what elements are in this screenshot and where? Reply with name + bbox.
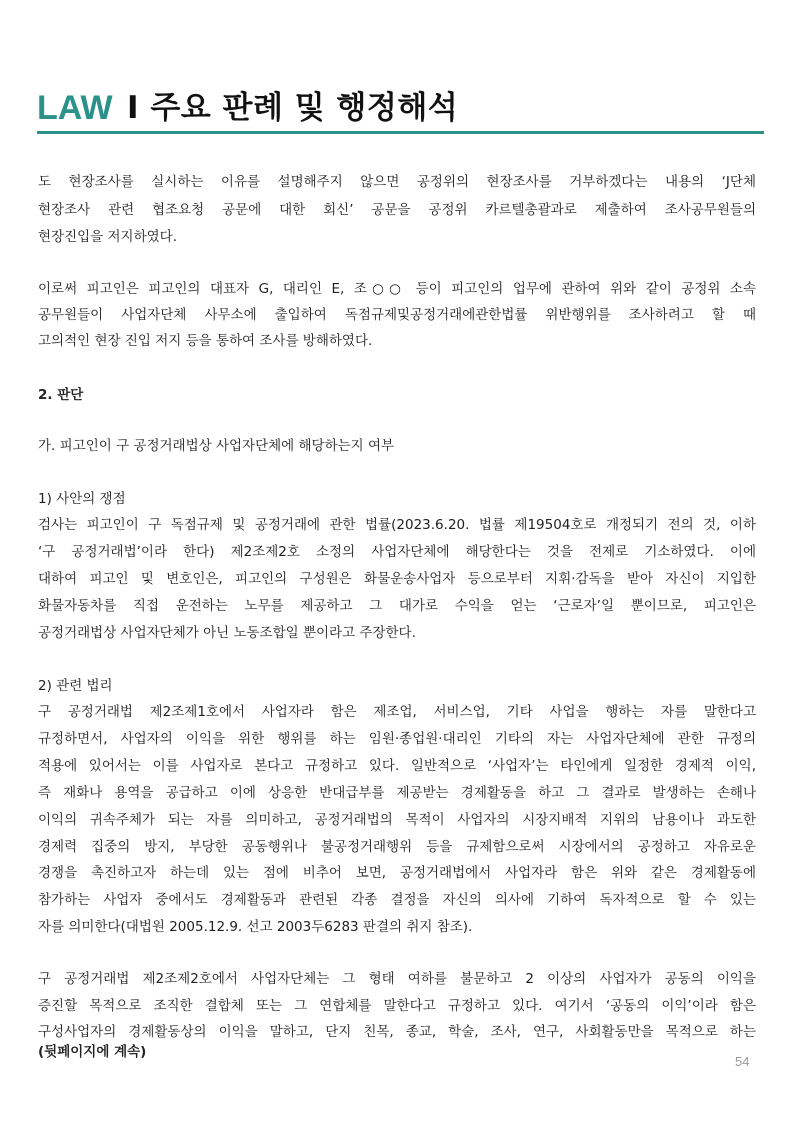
item-title: 2) 관련 법리 [38, 678, 113, 694]
header-divider [37, 131, 764, 134]
body-line: 증진할 목적으로 조직한 결합체 또는 그 연합체를 말한다고 규정하고 있다. 여기서 ‘공동의 이익’이라 함은 [38, 998, 756, 1014]
body-line: 구성사업자의 경제활동상의 이익을 말하고, 단지 친목, 종교, 학술, 조사, 연구, 사회활동만을 목적으로 하는 [38, 1024, 756, 1040]
body-line: 대하여 피고인 및 변호인은, 피고인의 구성원은 화물운송사업자 등으로부터 지휘·감독을 받아 자신이 지입한 [38, 571, 756, 587]
body-line: 현장조사 관련 협조요청 공문에 대한 회신’ 공문을 공정위 카르텔총괄과로 제출하여 조사공무원들의 [38, 202, 756, 218]
body-line: 화물자동차를 직접 운전하는 노무를 제공하고 그 대가로 수익을 얻는 ‘근로자’일 뿐이므로, 피고인은 [38, 598, 756, 614]
subheading: 가. 피고인이 구 공정거래법상 사업자단체에 해당하는지 여부 [38, 438, 395, 454]
body-line: 즉 재화나 용역을 공급하고 이에 상응한 반대급부를 제공받는 경제활동을 하고 그 결과로 발생하는 손해나 [38, 785, 756, 801]
page-number: 54 [735, 1054, 750, 1069]
body-line: 경제력 집중의 방지, 부당한 공동행위나 불공정거래행위 등을 규제함으로써 시장에서의 공정하고 자유로운 [38, 839, 756, 855]
body-line: 검사는 피고인이 구 독점규제 및 공정거래에 관한 법률(2023.6.20. 법률 제19504호로 개정되기 전의 것, 이하 [38, 517, 756, 533]
body-line: 현장진입을 저지하였다. [38, 229, 177, 245]
body-line: 참가하는 사업자 중에서도 경제활동과 관련된 각종 결정을 자신의 의사에 기하여 독자적으로 할 수 있는 [38, 892, 756, 908]
item-title: 1) 사안의 쟁점 [38, 491, 126, 507]
body-line: 적용에 있어서는 이를 사업자로 본다고 규정하고 있다. 일반적으로 ‘사업자’는 타인에게 일정한 경제적 이익, [38, 758, 756, 774]
continued-note: (뒷페이지에 계속) [38, 1044, 147, 1060]
body-line: 경쟁을 촉진하고자 하는데 있는 점에 비추어 보면, 공정거래법에서 사업자라 함은 위와 같은 경제활동에 [38, 865, 756, 881]
body-line: 구 공정거래법 제2조제1호에서 사업자라 함은 제조업, 서비스업, 기타 사업을 행하는 자를 말한다고 [38, 704, 756, 720]
body-line: 이로써 피고인은 피고인의 대표자 G, 대리인 E, 조○○ 등이 피고인의 업무에 관하여 위와 같이 공정위 소속 [38, 281, 756, 297]
page-title: I 주요 판례 및 행정해석 [127, 90, 459, 126]
body-line: 이익의 귀속주체가 되는 자를 의미하고, 공정거래법의 목적이 사업자의 시장지배적 지위의 남용이나 과도한 [38, 812, 756, 828]
body-line: 고의적인 현장 진입 저지 등을 통하여 조사를 방해하였다. [38, 333, 373, 349]
section-heading: 2. 판단 [38, 387, 84, 403]
body-line: 규정하면서, 사업자의 이익을 위한 행위를 하는 임원·종업원·대리인 기타의 자는 사업자단체에 관한 규정의 [38, 731, 756, 747]
body-line: 도 현장조사를 실시하는 이유를 설명해주지 않으면 공정위의 현장조사를 거부하겠다는 내용의 ‘J단체 [38, 174, 756, 190]
body-line: 구 공정거래법 제2조제2호에서 사업자단체는 그 형태 여하를 불문하고 2 이상의 사업자가 공동의 이익을 [38, 971, 756, 987]
section-label: LAW [37, 89, 113, 127]
body-line: 공무원들이 사업자단체 사무소에 출입하여 독점규제및공정거래에관한법률 위반행위를 조사하려고 할 때 [38, 307, 756, 323]
body-line: 공정거래법상 사업자단체가 아닌 노동조합일 뿐이라고 주장한다. [38, 625, 416, 641]
body-line: ‘구 공정거래법’이라 한다) 제2조제2호 소정의 사업자단체에 해당한다는 것을 전제로 기소하였다. 이에 [38, 544, 756, 560]
body-line: 자를 의미한다(대법원 2005.12.9. 선고 2003두6283 판결의 취지 참조). [38, 919, 473, 935]
